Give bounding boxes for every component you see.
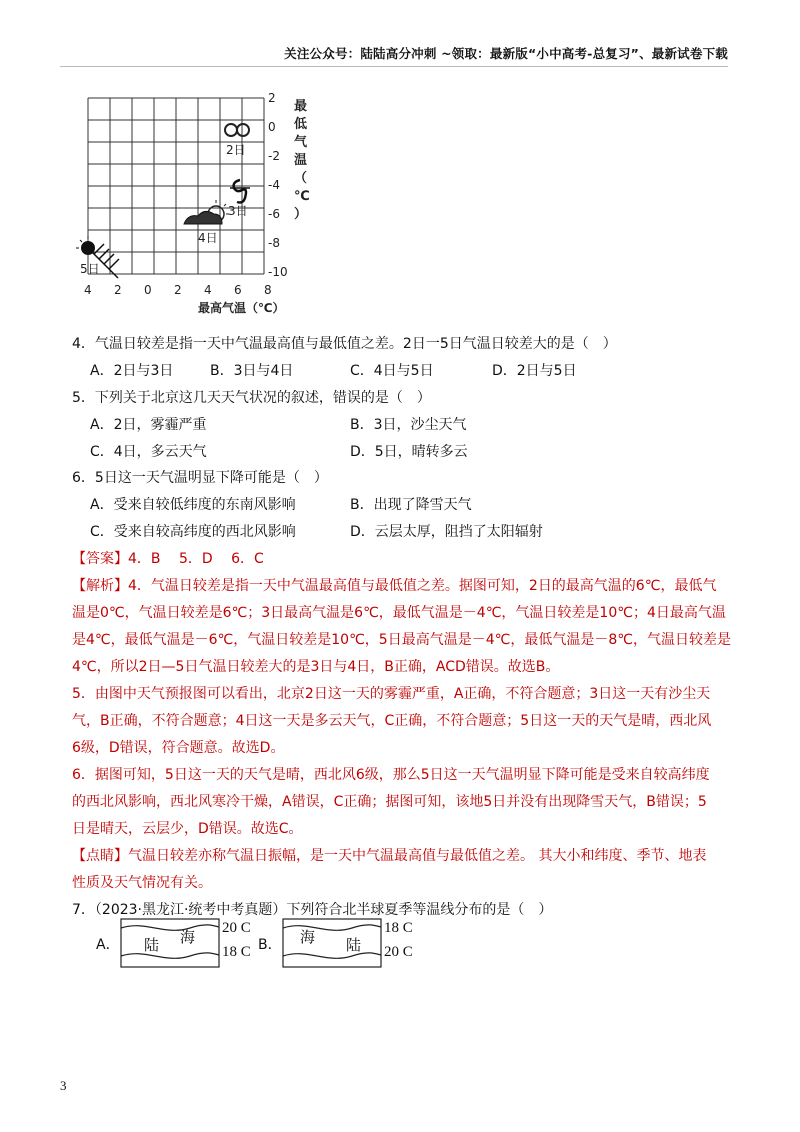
analysis-line: 6．据图可知，5日这一天的天气是晴，西北风6级，那么5日这一天气温明显下降可能是受来自较高纬度 <box>72 767 710 783</box>
day-label-2: 2日 <box>226 143 246 157</box>
analysis-line: 气，B正确，不符合题意；4日这一天是多云天气，C正确，不符合题意；5日这一天的天气是晴，西北风 <box>72 713 712 729</box>
comment-line: 【点睛】气温日较差亦称气温日振幅，是一天中气温最高值与最低值之差。 其大小和纬度、季节、地表 <box>72 848 707 864</box>
y-axis-label-char: （ <box>294 171 308 186</box>
y-tick-label: -2 <box>268 149 280 163</box>
x-tick-label: 8 <box>264 283 272 297</box>
q6-option-c[interactable]: C．受来自较高纬度的西北风影响 <box>90 524 296 540</box>
day-label-3: 3日 <box>228 204 248 218</box>
analysis-line: 【解析】4．气温日较差是指一天中气温最高值与最低值之差。据图可知，2日的最高气温的6℃，最低气 <box>72 578 717 594</box>
page-number: 3 <box>60 1078 67 1093</box>
q7-stem: 7．（2023·黑龙江·统考中考真题）下列符合北半球夏季等温线分布的是（ ） <box>72 902 553 918</box>
x-tick-label: 4 <box>204 283 212 297</box>
q7-option-a-map[interactable] <box>120 918 260 972</box>
comment-line: 性质及天气情况有关。 <box>72 875 212 891</box>
x-tick-label: 0 <box>144 283 152 297</box>
fog-icon <box>225 124 249 136</box>
y-axis-label-char: ） <box>294 207 308 222</box>
q4-option-c[interactable]: C．4日与5日 <box>350 363 434 379</box>
y-axis-label <box>294 99 310 222</box>
header-divider <box>60 66 728 67</box>
x-tick-label: 2 <box>174 283 182 297</box>
y-tick-label: -10 <box>268 265 288 279</box>
isotherm-bottom-label: 18 C <box>222 944 251 960</box>
x-tick-label: 6 <box>234 283 242 297</box>
y-tick-label: -4 <box>268 178 280 192</box>
x-tick-label: 2 <box>114 283 122 297</box>
q4-option-b[interactable]: B．3日与4日 <box>210 363 294 379</box>
q7-option-a-label[interactable]: A． <box>96 937 120 953</box>
y-axis-label-char: 低 <box>294 117 308 132</box>
isotherm-top-label: 18 C <box>384 920 413 936</box>
analysis-line: 4℃，所以2日—5日气温日较差大的是3日与4日，B正确，ACD错误。故选B。 <box>72 659 560 675</box>
y-tick-label: -6 <box>268 207 280 221</box>
q5-stem: 5．下列关于北京这几天天气状况的叙述，错误的是（ ） <box>72 390 431 406</box>
land-label: 陆 <box>346 938 362 954</box>
page-header: 关注公众号：陆陆高分冲刺 ~领取：最新版“小中高考-总复习”、最新试卷下载 <box>284 46 728 61</box>
x-tick-label: 4 <box>84 283 92 297</box>
q5-option-b[interactable]: B．3日，沙尘天气 <box>350 417 467 433</box>
q5-option-a[interactable]: A．2日，雾霾严重 <box>90 417 207 433</box>
q7-option-b-label[interactable]: B． <box>258 937 282 953</box>
y-tick-label: -8 <box>268 236 280 250</box>
analysis-line: 日是晴天，云层少，D错误。故选C。 <box>72 821 303 837</box>
q4-option-d[interactable]: D．2日与5日 <box>492 363 577 379</box>
day-label-5: 5日 <box>80 262 100 276</box>
y-axis-label-char: 温 <box>294 153 308 168</box>
day-label-4: 4日 <box>198 231 218 245</box>
q5-option-c[interactable]: C．4日，多云天气 <box>90 444 207 460</box>
q6-option-a[interactable]: A．受来自较低纬度的东南风影响 <box>90 497 296 513</box>
isotherm-top-label: 20 C <box>222 920 251 936</box>
q4-stem: 4．气温日较差是指一天中气温最高值与最低值之差。2日一5日气温日较差大的是（ ） <box>72 336 617 352</box>
analysis-line: 温是0℃，气温日较差是6℃；3日最高气温是6℃，最低气温是－4℃，气温日较差是10℃；4日最高气温 <box>72 605 726 621</box>
analysis-line: 的西北风影响，西北风寒冷干燥，A错误，C正确；据图可知，该地5日并没有出现降雪天气，B错误；5 <box>72 794 707 810</box>
y-tick-label: 0 <box>268 120 276 134</box>
sea-label: 海 <box>180 930 196 946</box>
x-tick-labels <box>84 283 272 297</box>
q7-option-b-map[interactable] <box>282 918 422 972</box>
weather-temperature-chart <box>68 90 318 320</box>
y-tick-label: 2 <box>268 91 276 105</box>
sandstorm-icon <box>230 180 250 203</box>
analysis-line: 是4℃，最低气温是－6℃，气温日较差是10℃，5日最高气温是－4℃，最低气温是－8℃，气温日较差是 <box>72 632 731 648</box>
land-label: 陆 <box>144 938 160 954</box>
q5-option-d[interactable]: D．5日，晴转多云 <box>350 444 468 460</box>
y-axis-label-char: 气 <box>294 135 308 150</box>
x-axis-label: 最高气温（℃） <box>198 301 285 315</box>
partly-cloudy-icon <box>184 200 229 224</box>
answer-line: 【答案】4．B 5．D 6．C <box>72 551 264 567</box>
analysis-line: 6级，D错误，符合题意。故选D。 <box>72 740 285 756</box>
q6-option-d[interactable]: D．云层太厚，阻挡了太阳辐射 <box>350 524 543 540</box>
analysis-line: 5．由图中天气预报图可以看出，北京2日这一天的雾霾严重，A正确，不符合题意；3日这一天有沙尘天 <box>72 686 711 702</box>
y-axis-label-char: ℃ <box>294 189 310 204</box>
y-axis-label-char: 最 <box>294 99 308 114</box>
chart-grid <box>88 98 264 274</box>
y-tick-labels <box>268 91 288 279</box>
sea-label: 海 <box>300 930 316 946</box>
isotherm-bottom-label: 20 C <box>384 944 413 960</box>
q6-option-b[interactable]: B．出现了降雪天气 <box>350 497 472 513</box>
q4-option-a[interactable]: A．2日与3日 <box>90 363 174 379</box>
q6-stem: 6．5日这一天气温明显下降可能是（ ） <box>72 470 328 486</box>
